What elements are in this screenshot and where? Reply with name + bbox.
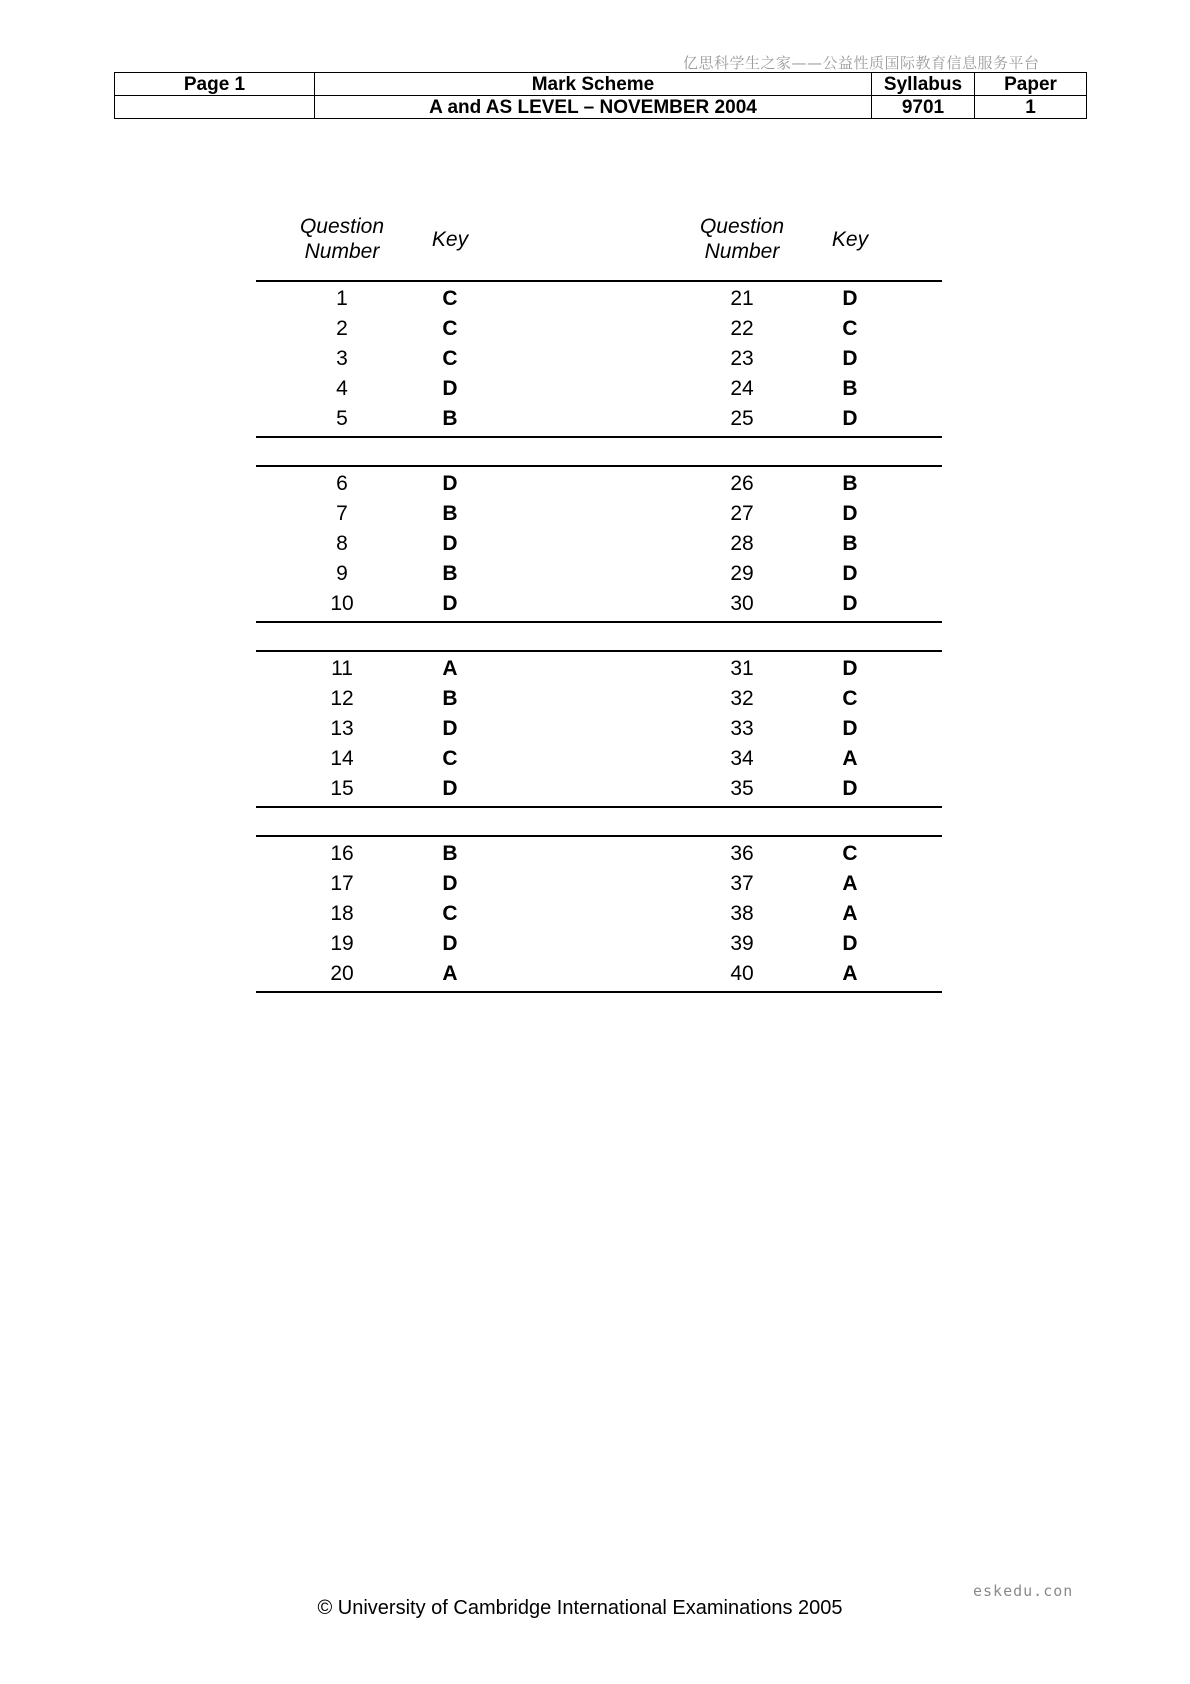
table-row — [256, 344, 942, 374]
answer-key: D — [842, 717, 858, 740]
answer-key: B — [442, 407, 458, 430]
question-number: 39 — [730, 932, 754, 955]
question-number: 22 — [730, 317, 754, 340]
question-number: 36 — [730, 842, 754, 865]
answer-key: B — [442, 502, 458, 525]
document-title: Mark Scheme — [315, 73, 872, 96]
syllabus-code: 9701 — [872, 96, 975, 119]
answer-key: D — [442, 592, 458, 615]
question-number: 20 — [330, 962, 354, 985]
question-number: 12 — [330, 687, 354, 710]
table-row — [256, 684, 942, 714]
question-number: 31 — [730, 657, 754, 680]
table-row — [256, 374, 942, 404]
answer-key: C — [442, 287, 458, 310]
question-number: 35 — [730, 777, 754, 800]
header-row-2 — [115, 96, 1087, 119]
answer-key: C — [842, 317, 858, 340]
header-row-1 — [115, 73, 1087, 96]
question-number: 21 — [730, 287, 754, 310]
table-row — [256, 404, 942, 434]
copyright-footer — [0, 1597, 1190, 1620]
group-spacer — [256, 623, 942, 650]
paper-number: 1 — [975, 96, 1087, 119]
table-row — [256, 869, 942, 899]
table-row — [256, 314, 942, 344]
group-spacer — [256, 438, 942, 465]
question-number: 33 — [730, 717, 754, 740]
answer-group — [256, 837, 942, 989]
answer-key: A — [842, 902, 858, 925]
group-bottom-rule — [256, 991, 942, 993]
group-spacer — [256, 808, 942, 835]
question-number: 9 — [336, 562, 348, 585]
answer-key: B — [442, 562, 458, 585]
question-number: 2 — [336, 317, 348, 340]
table-row — [256, 529, 942, 559]
answer-key: D — [842, 592, 858, 615]
answer-key: D — [842, 657, 858, 680]
table-row — [256, 774, 942, 804]
question-number: 4 — [336, 377, 348, 400]
answer-key: C — [442, 747, 458, 770]
answer-key: A — [442, 962, 458, 985]
question-number: 3 — [336, 347, 348, 370]
question-number: 17 — [330, 872, 354, 895]
table-row — [256, 744, 942, 774]
answer-key: A — [842, 872, 858, 895]
watermark-bottom: eskedu.con — [973, 1582, 1074, 1600]
question-number: 38 — [730, 902, 754, 925]
question-number: 32 — [730, 687, 754, 710]
answer-key: D — [442, 717, 458, 740]
question-number: 16 — [330, 842, 354, 865]
answer-key: C — [442, 347, 458, 370]
question-number: 1 — [336, 287, 348, 310]
paper-label: Paper — [975, 73, 1087, 96]
table-row — [256, 839, 942, 869]
question-number: 5 — [336, 407, 348, 430]
answer-key: A — [842, 747, 858, 770]
column-header-key-2: Key — [831, 228, 869, 251]
question-number: 7 — [336, 502, 348, 525]
table-row — [256, 469, 942, 499]
syllabus-label: Syllabus — [872, 73, 975, 96]
answer-key: A — [442, 657, 458, 680]
answer-key: D — [842, 287, 858, 310]
question-number: 24 — [730, 377, 754, 400]
exam-session: A and AS LEVEL – NOVEMBER 2004 — [315, 96, 872, 119]
answer-key: D — [842, 777, 858, 800]
table-row — [256, 559, 942, 589]
question-number: 23 — [730, 347, 754, 370]
table-row — [256, 589, 942, 619]
column-header-key-1: Key — [431, 228, 469, 251]
answer-key: D — [442, 532, 458, 555]
answer-key: D — [442, 777, 458, 800]
answer-key: C — [442, 317, 458, 340]
table-row — [256, 714, 942, 744]
table-row — [256, 654, 942, 684]
answer-group — [256, 652, 942, 804]
question-number: 34 — [730, 747, 754, 770]
question-number: 10 — [330, 592, 354, 615]
answer-key: D — [442, 472, 458, 495]
question-number: 27 — [730, 502, 754, 525]
answer-key-groups — [256, 280, 942, 993]
answer-key-table — [256, 214, 942, 993]
column-header-question-number-2: Question Number — [699, 215, 785, 263]
answer-key: D — [842, 502, 858, 525]
answer-key: A — [842, 962, 858, 985]
question-number: 29 — [730, 562, 754, 585]
answer-key: D — [842, 407, 858, 430]
answer-key: C — [442, 902, 458, 925]
page-label: Page 1 — [115, 73, 315, 96]
table-row — [256, 929, 942, 959]
answer-key: D — [842, 932, 858, 955]
answer-group — [256, 467, 942, 619]
question-number: 19 — [330, 932, 354, 955]
answer-key-header — [256, 214, 942, 280]
column-header-question-number-1: Question Number — [299, 215, 385, 263]
answer-key: D — [442, 872, 458, 895]
header-empty-cell — [115, 96, 315, 119]
question-number: 26 — [730, 472, 754, 495]
table-row — [256, 959, 942, 989]
header-table — [114, 72, 1087, 119]
answer-key: B — [442, 842, 458, 865]
answer-key: B — [842, 532, 858, 555]
question-number: 37 — [730, 872, 754, 895]
question-number: 6 — [336, 472, 348, 495]
question-number: 13 — [330, 717, 354, 740]
answer-key: C — [842, 687, 858, 710]
answer-key: D — [842, 562, 858, 585]
question-number: 18 — [330, 902, 354, 925]
answer-key: B — [842, 377, 858, 400]
question-number: 11 — [331, 657, 353, 680]
answer-key: D — [442, 377, 458, 400]
question-number: 8 — [336, 532, 348, 555]
question-number: 25 — [730, 407, 754, 430]
answer-key: D — [442, 932, 458, 955]
table-row — [256, 899, 942, 929]
question-number: 15 — [330, 777, 354, 800]
question-number: 40 — [730, 962, 754, 985]
watermark-top: 亿思科学生之家——公益性质国际教育信息服务平台 — [683, 54, 1040, 72]
answer-key: B — [442, 687, 458, 710]
answer-key: B — [842, 472, 858, 495]
question-number: 30 — [730, 592, 754, 615]
table-row — [256, 284, 942, 314]
answer-key: D — [842, 347, 858, 370]
copyright-text: © University of Cambridge International Examinations 2005 — [317, 1597, 843, 1619]
answer-group — [256, 282, 942, 434]
question-number: 28 — [730, 532, 754, 555]
table-row — [256, 499, 942, 529]
answer-key: C — [842, 842, 858, 865]
question-number: 14 — [330, 747, 354, 770]
